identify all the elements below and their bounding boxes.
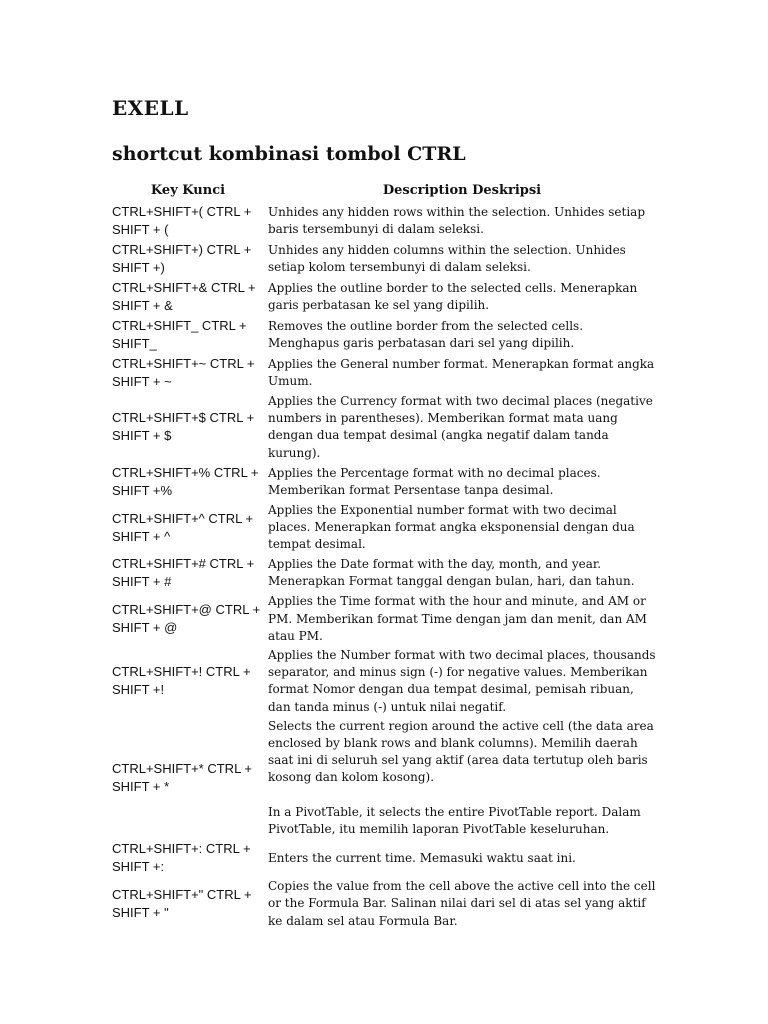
description-cell bbox=[266, 717, 658, 839]
description-cell: Applies the Number format with two decimal places, thousands separator, and minus sign (-) for negative values. Memberikan format Nomor dengan dua tempat desimal, pemisah ribuan, dan tanda minus (-) untuk nilai negatif. bbox=[268, 648, 656, 714]
description-cell: Applies the Date format with the day, month, and year. Menerapkan Format tanggal dengan bulan, hari, dan tahun. bbox=[268, 557, 635, 589]
key-cell: CTRL+SHIFT+~ CTRL + SHIFT + ~ bbox=[112, 356, 255, 389]
key-cell: CTRL+SHIFT+( CTRL + SHIFT + ( bbox=[112, 204, 252, 237]
table-row bbox=[110, 316, 658, 354]
document-title: EXELL bbox=[112, 96, 189, 120]
column-header-description: Description Deskripsi bbox=[382, 183, 542, 198]
description-cell: Applies the outline border to the selected cells. Menerapkan garis perbatasan ke sel yang dipilih. bbox=[268, 280, 638, 312]
description-cell: Enters the current time. Memasuki waktu saat ini. bbox=[268, 850, 576, 865]
description-cell: Applies the Exponential number format with two decimal places. Menerapkan format angka eksponensial dengan dua tempat desimal. bbox=[268, 502, 635, 552]
table-row bbox=[110, 839, 658, 877]
table-header-row bbox=[110, 180, 658, 202]
key-cell: CTRL+SHIFT+# CTRL + SHIFT + # bbox=[112, 556, 255, 590]
description-cell: Applies the General number format. Menerapkan format angka Umum. bbox=[268, 356, 655, 388]
description-cell: Unhides any hidden rows within the selection. Unhides setiap baris tersembunyi di dalam seleksi. bbox=[268, 204, 646, 236]
document-subtitle: shortcut kombinasi tombol CTRL bbox=[112, 143, 466, 165]
table-row bbox=[110, 278, 658, 316]
key-cell: CTRL+SHIFT+^ CTRL + SHIFT + ^ bbox=[112, 510, 254, 544]
spacer bbox=[268, 787, 658, 804]
table-row bbox=[110, 646, 658, 717]
key-cell: CTRL+SHIFT+! CTRL + SHIFT +! bbox=[112, 664, 251, 698]
table-row bbox=[110, 354, 658, 392]
table-row bbox=[110, 240, 658, 278]
table-row bbox=[110, 877, 658, 931]
table-row bbox=[110, 501, 658, 555]
table-row bbox=[110, 717, 658, 839]
key-cell: CTRL+SHIFT+" CTRL + SHIFT + " bbox=[112, 887, 252, 921]
description-cell: Unhides any hidden columns within the selection. Unhides setiap kolom tersembunyi di dalam seleksi. bbox=[268, 242, 626, 274]
table-row bbox=[110, 202, 658, 240]
key-cell: CTRL+SHIFT_ CTRL + SHIFT_ bbox=[112, 318, 247, 351]
description-text-pivot: In a PivotTable, it selects the entire PivotTable report. Dalam PivotTable, itu memilih laporan PivotTable keseluruhan. bbox=[268, 804, 641, 837]
shortcut-table bbox=[110, 180, 658, 931]
description-cell: Applies the Percentage format with no decimal places. Memberikan format Persentase tanpa desimal. bbox=[268, 465, 601, 497]
key-cell: CTRL+SHIFT+& CTRL + SHIFT + & bbox=[112, 280, 256, 313]
description-cell: Applies the Time format with the hour and minute, and AM or PM. Memberikan format Time dengan jam dan menit, dan AM atau PM. bbox=[268, 594, 647, 643]
key-cell: CTRL+SHIFT+) CTRL + SHIFT +) bbox=[112, 242, 252, 275]
key-cell: CTRL+SHIFT+$ CTRL + SHIFT + $ bbox=[112, 410, 255, 444]
table-row bbox=[110, 554, 658, 592]
description-cell: Copies the value from the cell above the active cell into the cell or the Formula Bar. Salinan nilai dari sel di atas sel yang aktif ke dalam sel atau Formula Bar. bbox=[268, 879, 656, 928]
key-cell: CTRL+SHIFT+* CTRL + SHIFT + * bbox=[112, 761, 253, 795]
table-row bbox=[110, 592, 658, 646]
description-cell: Removes the outline border from the selected cells. Menghapus garis perbatasan dari sel yang dipilih. bbox=[268, 318, 584, 350]
description-text: Selects the current region around the active cell (the data area enclosed by blank rows and blank columns). Memilih daerah saat ini di seluruh sel yang aktif (area data tertutup oleh baris kosong dan kolom kosong). bbox=[268, 718, 654, 785]
key-cell: CTRL+SHIFT+: CTRL + SHIFT +: bbox=[112, 841, 251, 875]
table-row bbox=[110, 392, 658, 463]
description-cell: Applies the Currency format with two decimal places (negative numbers in parentheses). Memberikan format mata uang dengan dua tempat desimal (angka negatif dalam tanda kurung). bbox=[268, 394, 653, 460]
key-cell: CTRL+SHIFT+% CTRL + SHIFT +% bbox=[112, 464, 259, 498]
column-header-key: Key Kunci bbox=[150, 183, 226, 198]
table-row bbox=[110, 463, 658, 501]
key-cell: CTRL+SHIFT+@ CTRL + SHIFT + @ bbox=[112, 602, 261, 636]
